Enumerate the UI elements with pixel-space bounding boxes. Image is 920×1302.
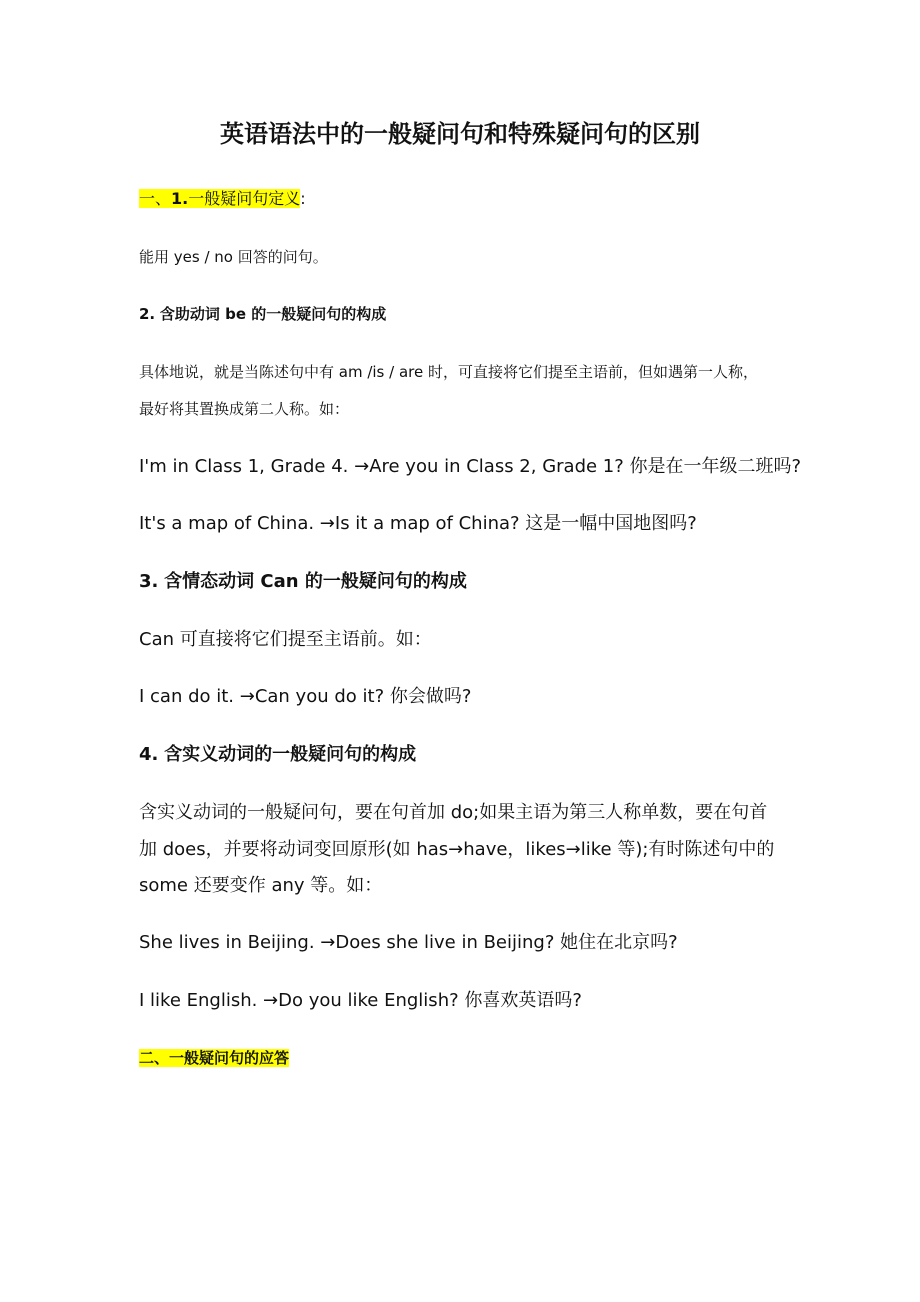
example-4: She lives in Beijing. →Does she live in Beijing? 她住在北京吗? [139, 932, 678, 953]
paragraph-4-line-2: 加 does，并要将动词变回原形(如 has→have，likes→like 等);有时陈述句中的 [139, 839, 775, 860]
subheading-3 [139, 571, 467, 593]
section-1-heading [139, 189, 306, 208]
subheading-num: 2. [139, 305, 156, 323]
subheading-2 [139, 305, 386, 323]
subheading-text: 含实义动词的一般疑问句的构成 [164, 744, 417, 765]
page-title: 英语语法中的一般疑问句和特殊疑问句的区别 [220, 119, 700, 148]
subheading-4 [139, 744, 416, 766]
subheading-bold-word: be [225, 305, 247, 323]
example-2: It's a map of China. →Is it a map of China? 这是一幅中国地图吗? [139, 513, 697, 534]
heading-suffix: : [300, 189, 306, 208]
example-5: I like English. →Do you like English? 你喜欢英语吗? [139, 990, 582, 1011]
example-1: I'm in Class 1, Grade 4. →Are you in Class 2, Grade 1? 你是在一年级二班吗? [139, 456, 802, 477]
subheading-text-a: 含助动词 [159, 305, 226, 323]
paragraph-2-line-1: 具体地说，就是当陈述句中有 am /is / are 时，可直接将它们提至主语前，但如遇第一人称， [139, 363, 758, 381]
example-3: I can do it. →Can you do it? 你会做吗? [139, 686, 472, 707]
heading-text: 一般疑问句定义 [188, 189, 301, 208]
subheading-text-b: 的一般疑问句的构成 [246, 305, 387, 323]
paragraph-4-line-1: 含实义动词的一般疑问句，要在句首加 do;如果主语为第三人称单数，要在句首 [139, 802, 768, 823]
heading-prefix: 一、 [139, 189, 172, 208]
heading-num: 1. [171, 189, 189, 208]
subheading-num: 4. [139, 744, 159, 765]
definition-text: 能用 yes / no 回答的问句。 [139, 248, 328, 266]
subheading-bold-word: Can [260, 571, 299, 592]
paragraph-4-line-3: some 还要变作 any 等。如： [139, 875, 383, 896]
subheading-text-b: 的一般疑问句的构成 [298, 571, 467, 592]
subheading-num: 3. [139, 571, 159, 592]
subheading-text-a: 含情态动词 [164, 571, 261, 592]
section-2-heading-text: 二、一般疑问句的应答 [139, 1049, 290, 1067]
paragraph-2-line-2: 最好将其置换成第二人称。如： [139, 400, 350, 418]
section-2-heading [139, 1049, 289, 1067]
paragraph-3: Can 可直接将它们提至主语前。如： [139, 629, 432, 650]
